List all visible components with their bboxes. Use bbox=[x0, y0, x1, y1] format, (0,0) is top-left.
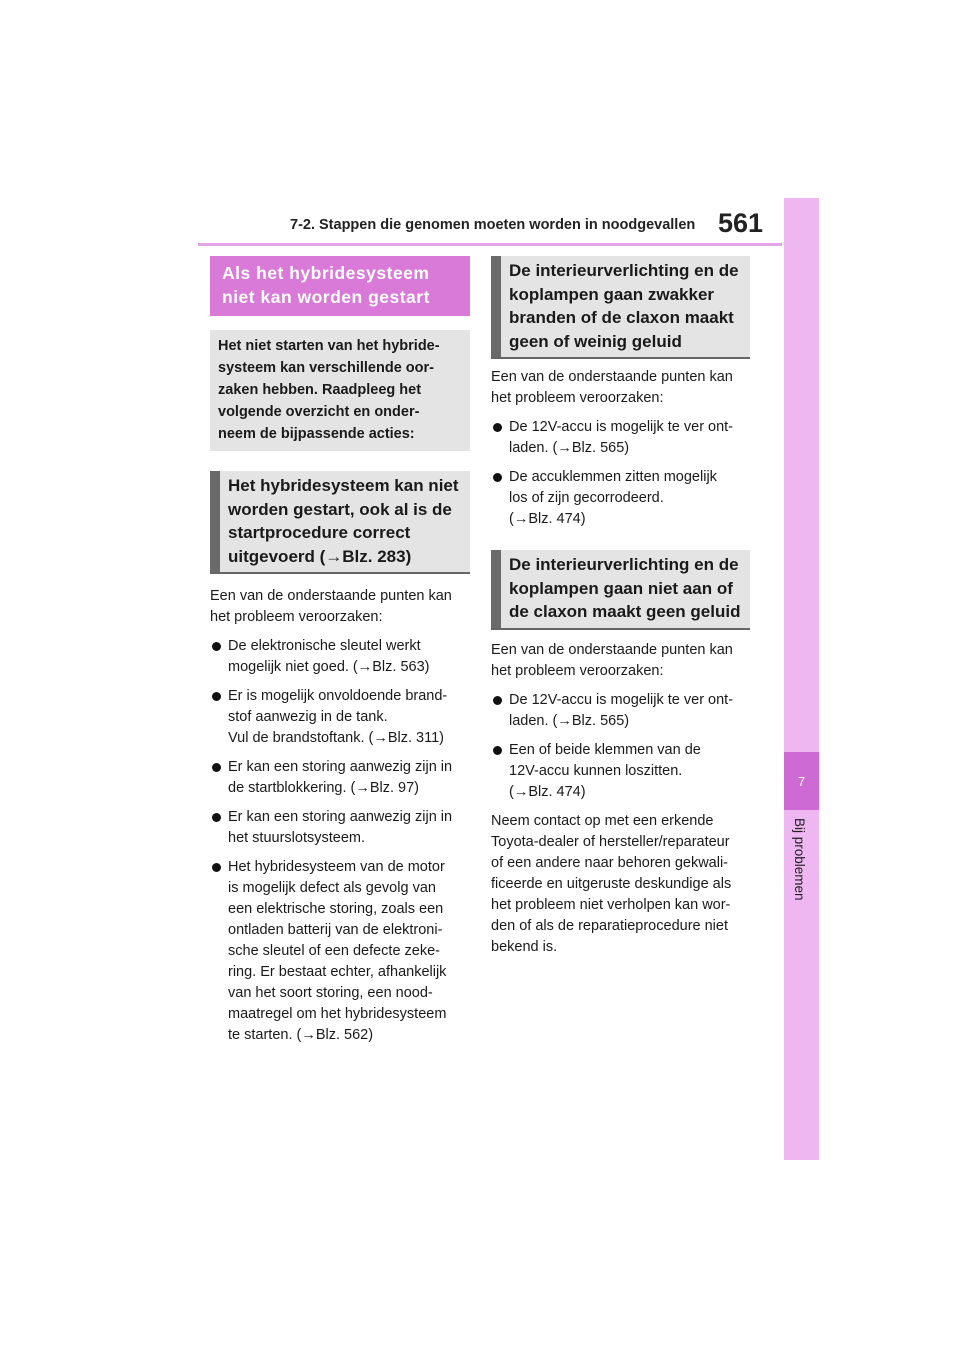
section-heading bbox=[491, 550, 750, 630]
heading-bar bbox=[491, 256, 501, 357]
header-divider bbox=[198, 243, 782, 246]
intro-box: Het niet starten van het hybride- systeem kan verschillende oor- zaken hebben. Raadpleeg het volgende overzicht en onder- neem de bijpassende acties: bbox=[210, 330, 470, 451]
section-heading-text: Het hybridesysteem kan niet worden gestart, ook al is de startprocedure correct uitgevoerd (→Blz. 283) bbox=[228, 476, 459, 566]
list-item: Er kan een storing aanwezig zijn in het stuurslotsysteem. bbox=[210, 807, 470, 849]
list-item: De elektronische sleutel werkt mogelijk niet goed. (→Blz. 563) bbox=[210, 636, 470, 678]
topic-title-box: Als het hybridesysteem niet kan worden gestart bbox=[210, 256, 470, 316]
list-item: Een of beide klemmen van de 12V-accu kunnen loszitten. (→Blz. 474) bbox=[491, 740, 750, 803]
list-item: Er kan een storing aanwezig zijn in de startblokkering. (→Blz. 97) bbox=[210, 757, 470, 799]
cause-list bbox=[491, 417, 750, 530]
list-item: De 12V-accu is mogelijk te ver ont- laden. (→Blz. 565) bbox=[491, 417, 750, 459]
chapter-side-strip bbox=[784, 198, 819, 1160]
section-heading-text: De interieurverlichting en de koplampen gaan zwakker branden of de claxon maakt geen of weinig geluid bbox=[509, 261, 739, 351]
section-heading bbox=[491, 256, 750, 359]
right-column bbox=[491, 256, 750, 958]
section-heading-text: De interieurverlichting en de koplampen gaan niet aan of de claxon maakt geen geluid bbox=[509, 555, 741, 621]
list-item: Er is mogelijk onvoldoende brand- stof aanwezig in de tank. Vul de brandstoftank. (→Blz. 311) bbox=[210, 686, 470, 749]
heading-bar bbox=[491, 550, 501, 628]
chapter-label: Bij problemen bbox=[792, 818, 807, 901]
lead-text: Een van de onderstaande punten kan het probleem veroorzaken: bbox=[210, 588, 452, 625]
left-column bbox=[210, 256, 470, 1054]
closing-text: Neem contact op met een erkende Toyota-dealer of hersteller/reparateur of een andere naar behoren gekwali- ficeerde en uitgeruste deskundige als het probleem niet verholpen kan wor- den of als de reparatieprocedure niet bekend is. bbox=[491, 812, 732, 955]
heading-bar bbox=[210, 471, 220, 572]
section-heading bbox=[210, 471, 470, 574]
list-item: Het hybridesysteem van de motor is mogelijk defect als gevolg van een elektrische storing, zoals een ontladen batterij van de elektroni- sche sleutel of een defecte zeke- ring. Er bestaat echter, afhankelijk van het soort storing, een nood- maatregel om het hybridesysteem te starten. (→Blz. 562) bbox=[210, 857, 470, 1046]
list-item: De accuklemmen zitten mogelijk los of zijn gecorrodeerd. (→Blz. 474) bbox=[491, 467, 750, 530]
lead-text: Een van de onderstaande punten kan het probleem veroorzaken: bbox=[491, 641, 733, 679]
page-number: 561 bbox=[718, 208, 764, 238]
lead-text: Een van de onderstaande punten kan het probleem veroorzaken: bbox=[491, 369, 733, 406]
section-title: 7-2. Stappen die genomen moeten worden in noodgevallen bbox=[290, 217, 696, 233]
cause-list bbox=[491, 690, 750, 803]
list-item: De 12V-accu is mogelijk te ver ont- laden. (→Blz. 565) bbox=[491, 690, 750, 732]
cause-list bbox=[210, 636, 470, 1046]
chapter-number-tab[interactable]: 7 bbox=[784, 752, 819, 810]
